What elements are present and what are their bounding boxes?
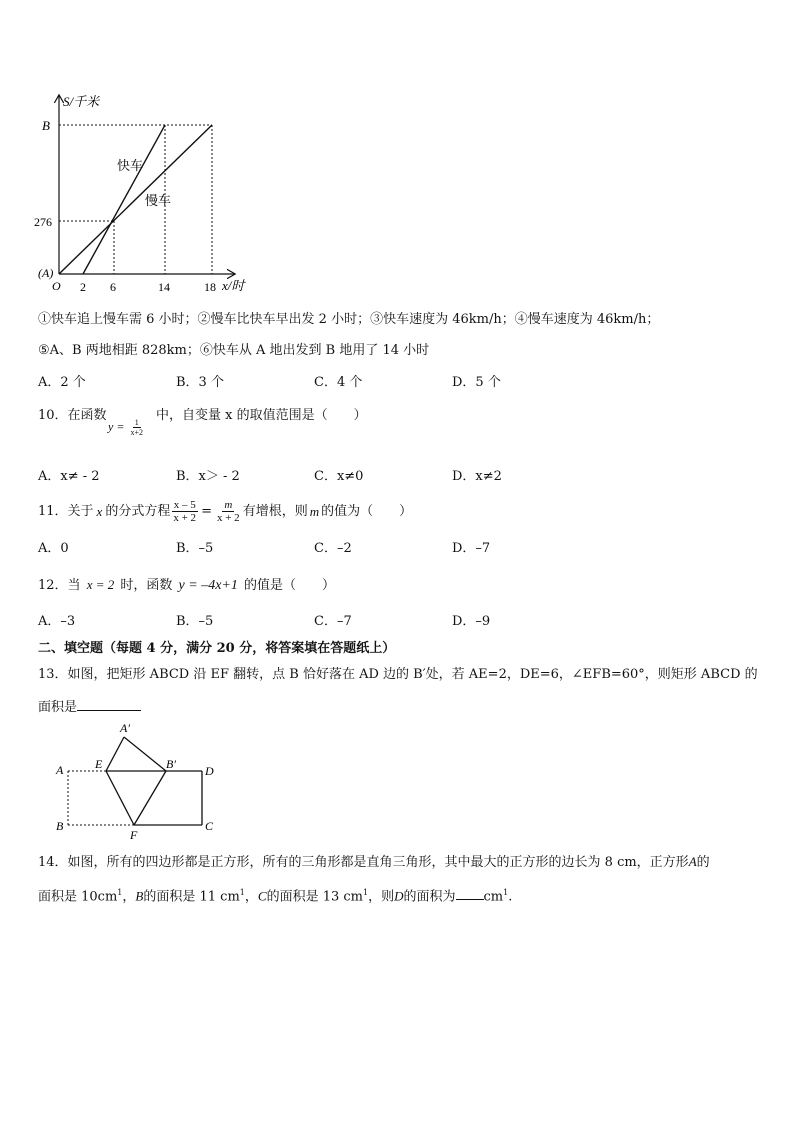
label-F: F [130, 828, 138, 842]
q9-option-a[interactable]: A．2 个 [38, 375, 86, 390]
q14-sep-3: ，则 [368, 889, 395, 905]
q11-option-b[interactable]: B．–5 [176, 541, 214, 556]
q12-option-a[interactable]: A．–3 [38, 614, 76, 629]
q11-fraction-2 [215, 499, 242, 524]
label-B: B [56, 819, 64, 833]
q11-option-d[interactable]: D．–7 [452, 541, 491, 556]
q11-var-x: x [96, 503, 103, 519]
segment-BprimeF [134, 771, 166, 825]
q12-function: y = –4x+1 [178, 578, 238, 593]
q12-mid: 时，函数 [120, 578, 173, 593]
label-D: D [205, 764, 214, 778]
q10-prefix: 10．在函数 [38, 408, 107, 423]
q10-function [108, 418, 146, 437]
q11-mid2: 有增根，则 [242, 503, 308, 519]
distance-time-graph [30, 88, 260, 298]
x-axis-label: x/时 [222, 278, 245, 293]
q14-area-D-text: 的面积为 [403, 889, 456, 905]
q14-unit: cm [483, 889, 504, 905]
q11-prefix: 11．关于 [38, 503, 94, 519]
q12-prefix: 12．当 [38, 578, 81, 593]
q11-fraction-1-numerator: x – 5 [173, 499, 196, 511]
q11-fraction-1-denominator: x + 2 [173, 512, 197, 524]
q14-square-B: B [135, 888, 144, 904]
q12-suffix: 的值是（ ） [244, 578, 336, 593]
label-B-prime: B′ [166, 757, 176, 771]
q10-fn-left: y = [108, 419, 125, 434]
label-A: A [56, 763, 64, 777]
section2-title: 二、填空题（每题 4 分，满分 20 分，将答案填在答题纸上） [38, 641, 396, 656]
q14-area-B: 的面积是 11 cm [143, 889, 240, 905]
y-tick-276: 276 [34, 215, 52, 229]
x-tick-2: 2 [80, 280, 86, 294]
q11-var-m: m [309, 503, 320, 519]
q10-fraction-numerator: 1 [134, 418, 139, 427]
q11-fraction-2-denominator: x + 2 [216, 512, 240, 524]
q14-sup-1: 1 [117, 888, 123, 897]
q14-line1-end: 的 [696, 855, 710, 870]
q14-line1 [38, 854, 710, 871]
q14-answer-blank[interactable] [456, 887, 484, 900]
q9-option-b[interactable]: B．3 个 [176, 375, 224, 390]
q14-sup-2: 1 [239, 888, 245, 897]
origin-label: O [52, 279, 61, 293]
label-C: C [205, 819, 214, 833]
q11-stem [38, 499, 412, 524]
q10-option-d[interactable]: D．x≠2 [452, 469, 502, 484]
q14-sup-3: 1 [362, 888, 369, 897]
q14-area-A: 面积是 10cm [38, 889, 118, 905]
x-tick-14: 14 [158, 280, 170, 294]
slow-car-label: 慢车 [145, 193, 172, 208]
segment-EAprime [106, 737, 124, 771]
q11-mid: 的分式方程 [105, 503, 171, 519]
q10-suffix: 中，自变量 x 的取值范围是（ ） [156, 408, 367, 423]
q10-fraction-denominator: x+2 [130, 428, 143, 437]
q10-option-a[interactable]: A．x≠ - 2 [38, 469, 100, 484]
segment-AprimeBprime [124, 737, 166, 771]
q14-period: . [508, 889, 513, 905]
q12-option-b[interactable]: B．–5 [176, 614, 214, 629]
q10-fraction [128, 418, 145, 437]
q13-rectangle-fold-diagram [52, 718, 222, 842]
q10-stem [38, 408, 107, 424]
q11-fraction-2-numerator: m [224, 499, 233, 511]
q14-square-A: A [688, 854, 697, 869]
q11-equals: = [201, 503, 212, 519]
x-tick-6: 6 [110, 280, 116, 294]
q9-option-d[interactable]: D．5 个 [452, 375, 501, 390]
q14-line1-text: 14．如图，所有的四边形都是正方形，所有的三角形都是直角三角形，其中最大的正方形的边长为 8 cm，正方形 [38, 855, 689, 870]
q10-option-b[interactable]: B．x＞ - 2 [176, 469, 240, 484]
point-B-label: B [42, 118, 50, 133]
q14-square-C: C [257, 888, 267, 904]
q10-option-c[interactable]: C．x≠0 [314, 469, 364, 484]
label-E: E [95, 757, 103, 771]
q14-sep-2: ， [244, 889, 258, 905]
q9-statements-line1: ①快车追上慢车需 6 小时；②慢车比快车早出发 2 小时；③快车速度为 46km/h；④慢车速度为 46km/h； [38, 312, 660, 327]
q14-area-C: 的面积是 13 cm [266, 889, 363, 905]
q13-line2 [38, 698, 141, 716]
q11-fraction-1 [171, 499, 198, 524]
segment-EF [106, 771, 134, 825]
x-tick-18: 18 [204, 280, 216, 294]
q12-condition: x = 2 [86, 577, 115, 592]
q13-answer-blank[interactable] [77, 698, 141, 711]
slow-car-line [59, 125, 212, 274]
q12-option-d[interactable]: D．–9 [452, 614, 491, 629]
y-axis-label: S/千米 [63, 94, 100, 109]
q14-sep-1: ， [122, 889, 136, 905]
q13-line2-text: 面积是 [38, 700, 78, 715]
q13-line1: 13．如图，把矩形 ABCD 沿 EF 翻转，点 B 恰好落在 AD 边的 B′处，若 AE=2，DE=6，∠EFB=60°，则矩形 ABCD 的 [38, 667, 758, 682]
q11-option-c[interactable]: C．–2 [314, 541, 352, 556]
q12-stem [38, 577, 335, 594]
q9-statements-line2: ⑤A、B 两地相距 828km；⑥快车从 A 地出发到 B 地用了 14 小时 [38, 343, 430, 358]
label-A-prime: A′ [120, 721, 130, 735]
point-A-label: (A) [38, 266, 54, 280]
q14-line2 [38, 885, 512, 905]
q14-square-D: D [394, 888, 404, 904]
q12-option-c[interactable]: C．–7 [314, 614, 352, 629]
q14-sup-4: 1 [503, 888, 509, 897]
q11-suffix: 的值为（ ） [321, 503, 413, 519]
fast-car-label: 快车 [117, 158, 144, 173]
q9-option-c[interactable]: C．4 个 [314, 375, 363, 390]
q11-option-a[interactable]: A．0 [38, 541, 69, 556]
